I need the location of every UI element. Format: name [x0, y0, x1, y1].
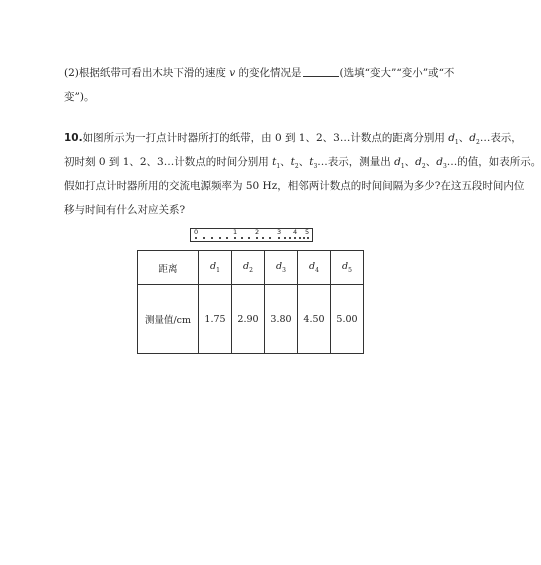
measurement-table — [137, 250, 364, 354]
tape-dot — [303, 237, 305, 239]
table-row-label: 测量值/cm — [138, 285, 199, 354]
tape-label-1: 1 — [233, 228, 238, 236]
sub-d1: 1 — [400, 163, 405, 171]
q10-text-2a: 初时刻 0 到 1、2、3…计数点的时间分别用 — [64, 156, 273, 168]
table-header-cell — [232, 251, 265, 285]
var-d: d — [210, 261, 217, 273]
q10-line4: 移与时间有什么对应关系? — [64, 204, 186, 216]
tape-label-2: 2 — [255, 228, 260, 236]
sub-d3: 3 — [442, 163, 447, 171]
part2-line1 — [64, 66, 454, 80]
sep: 、 — [404, 156, 416, 168]
var-d2: d — [415, 156, 422, 168]
table-cell: 4.50 — [298, 285, 331, 354]
var-t1: t — [272, 156, 277, 168]
part2-text-a: (2)根据纸带可看出木块下滑的速度 — [64, 67, 230, 79]
table-cell: 2.90 — [232, 285, 265, 354]
sub: 4 — [315, 266, 319, 274]
sub-t2: 2 — [294, 163, 299, 171]
var-d1: d — [448, 132, 455, 144]
sub: 3 — [282, 266, 286, 274]
q10-number: 10. — [64, 132, 83, 144]
tape-dot — [299, 237, 301, 239]
table-header-cell: 距离 — [138, 251, 199, 285]
answer-blank[interactable] — [303, 66, 339, 77]
q10-text-1b: …表示， — [479, 132, 522, 144]
sep: 、 — [280, 156, 291, 168]
tape-dot — [294, 237, 296, 239]
tape-dot — [278, 237, 280, 239]
sub-d2: 2 — [421, 163, 426, 171]
part2-text-c: (选填“变大”“变小”或“不 — [339, 67, 455, 79]
q10-text-2c: …的值，如表所示。 — [446, 156, 541, 168]
var-d: d — [276, 261, 283, 273]
tape-dot — [203, 237, 205, 239]
sep: 、 — [458, 132, 470, 144]
var-d1: d — [394, 156, 401, 168]
tape-dot — [234, 237, 236, 239]
tape-dot — [289, 237, 291, 239]
var-d: d — [342, 261, 349, 273]
sep: 、 — [298, 156, 310, 168]
table-header-cell — [331, 251, 364, 285]
paper-tape-figure — [190, 228, 313, 242]
tape-dot — [262, 237, 264, 239]
var-d: d — [243, 261, 250, 273]
table-header-cell — [265, 251, 298, 285]
table-header-row — [138, 251, 364, 285]
sub-d1: 1 — [454, 139, 459, 147]
table-cell: 1.75 — [199, 285, 232, 354]
table-cell: 5.00 — [331, 285, 364, 354]
var-t3: t — [309, 156, 314, 168]
table-cell: 3.80 — [265, 285, 298, 354]
tape-label-0: 0 — [194, 228, 199, 236]
q10-line2 — [64, 155, 541, 174]
part2-line2: 变”)。 — [64, 91, 95, 103]
var-d: d — [309, 261, 316, 273]
tape-dot — [226, 237, 228, 239]
sub: 2 — [249, 266, 253, 274]
tape-dot — [241, 237, 243, 239]
tape-dot — [219, 237, 221, 239]
tape-dot — [284, 237, 286, 239]
sep: 、 — [425, 156, 437, 168]
sub-t3: 3 — [313, 163, 318, 171]
tape-label-5: 5 — [305, 228, 310, 236]
part2-text-b: 的变化情况是 — [235, 67, 302, 79]
var-d3: d — [436, 156, 443, 168]
q10-text-2b: …表示，测量出 — [317, 156, 395, 168]
sub: 1 — [216, 266, 220, 274]
q10-line3: 假如打点计时器所用的交流电源频率为 50 Hz，相邻两计数点的时间间隔为多少?在这五段时间内位 — [64, 180, 525, 192]
tape-dot — [256, 237, 258, 239]
q10-line1 — [64, 131, 522, 150]
tape-label-3: 3 — [277, 228, 282, 236]
table-row — [138, 285, 364, 354]
table-header-cell — [298, 251, 331, 285]
tape-dot — [211, 237, 213, 239]
tape-dot — [195, 237, 197, 239]
var-d2: d — [469, 132, 476, 144]
tape-label-4: 4 — [293, 228, 298, 236]
tape-dot — [248, 237, 250, 239]
table-header-cell — [199, 251, 232, 285]
tape-dot — [269, 237, 271, 239]
q10-text-1a: 如图所示为一打点计时器所打的纸带，由 0 到 1、2、3…计数点的距离分别用 — [82, 132, 449, 144]
sub-d2: 2 — [475, 139, 480, 147]
var-v: v — [229, 67, 236, 79]
sub: 5 — [348, 266, 352, 274]
tape-dot — [307, 237, 309, 239]
sub-t1: 1 — [276, 163, 281, 171]
var-t2: t — [290, 156, 295, 168]
